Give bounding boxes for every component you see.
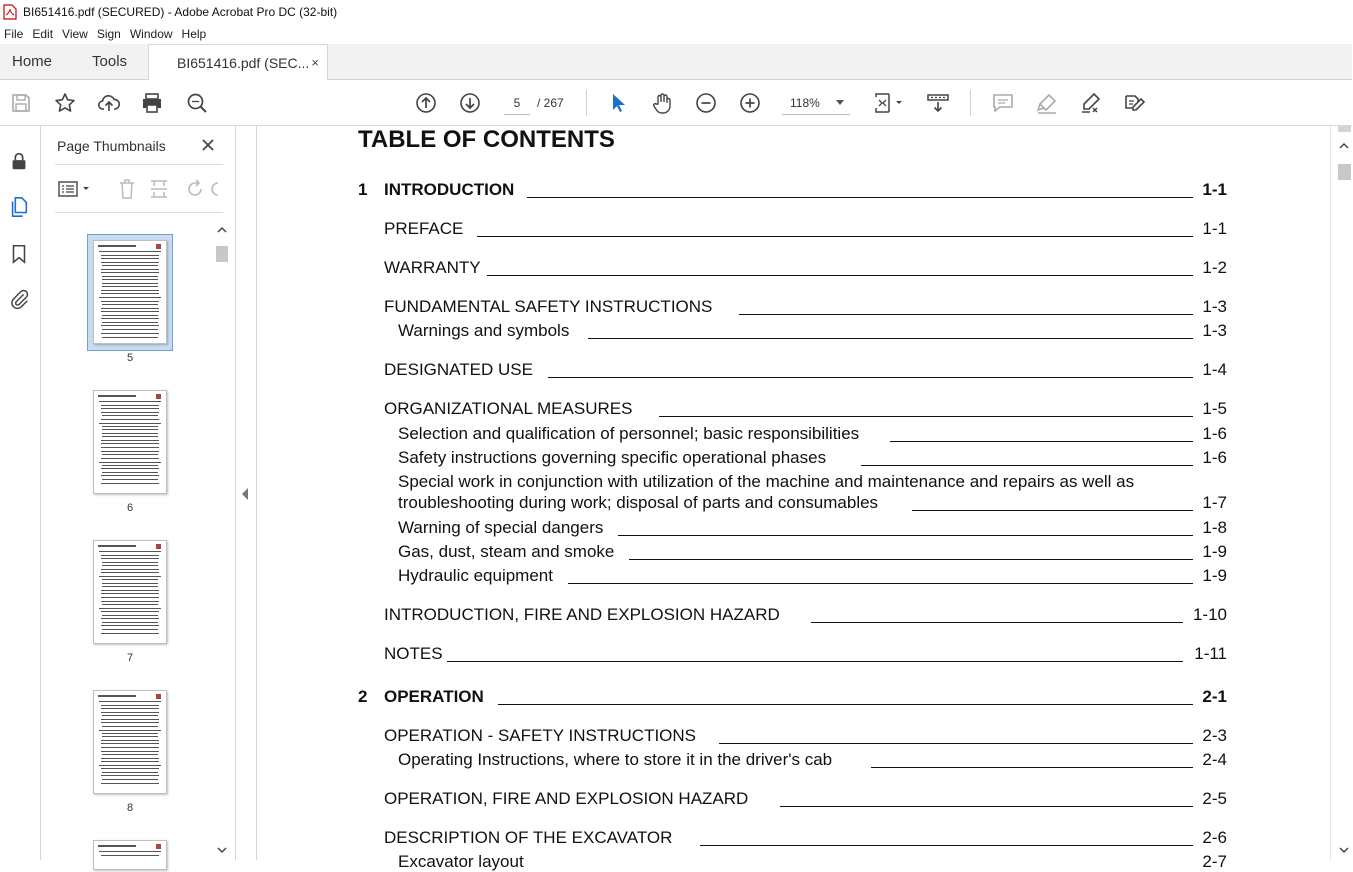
toc-entry[interactable]: Special work in conjunction with utilization of the machine and maintenance and repairs as well as xyxy=(398,472,1135,491)
toc-page: 1-3 xyxy=(1202,321,1227,340)
toc-entry[interactable]: WARRANTY xyxy=(384,258,481,277)
previous-page-icon[interactable] xyxy=(413,90,439,116)
toc-leader xyxy=(498,704,1193,705)
toc-entry[interactable]: DESCRIPTION OF THE EXCAVATOR xyxy=(384,828,673,847)
toc-leader xyxy=(739,314,1193,315)
thumbnail-scrollbar[interactable] xyxy=(214,220,230,860)
thumbnail-label-7: 7 xyxy=(126,652,134,664)
zoom-level-select[interactable] xyxy=(782,91,850,115)
toolbar xyxy=(0,80,1352,126)
toc-entry[interactable]: FUNDAMENTAL SAFETY INSTRUCTIONS xyxy=(384,297,713,316)
thumbnail-list xyxy=(41,220,216,860)
toc-leader xyxy=(871,767,1193,768)
bookmarks-icon[interactable] xyxy=(6,241,32,267)
zoom-level-value: 118% xyxy=(790,95,820,110)
menu-view[interactable]: View xyxy=(62,27,88,41)
window-title: BI651416.pdf (SECURED) - Adobe Acrobat Pro DC (32-bit) xyxy=(23,5,338,19)
toc-entry[interactable]: INTRODUCTION, FIRE AND EXPLOSION HAZARD xyxy=(384,605,780,624)
search-icon[interactable] xyxy=(184,90,210,116)
panel-title: Page Thumbnails xyxy=(57,138,166,154)
toc-page: 2-4 xyxy=(1202,750,1227,769)
toc-leader xyxy=(477,236,1193,237)
bookmark-star-icon[interactable] xyxy=(52,90,78,116)
page-thumbnails-panel xyxy=(41,126,236,860)
toc-leader xyxy=(912,510,1193,511)
chevron-down-icon xyxy=(836,100,844,105)
toc-page: 2-3 xyxy=(1202,726,1227,745)
toc-page: 1-1 xyxy=(1202,219,1227,238)
tab-bar xyxy=(0,44,1352,80)
undo-icon[interactable] xyxy=(183,176,207,202)
select-cursor-icon[interactable] xyxy=(605,90,631,116)
toc-page: 2-7 xyxy=(1202,852,1227,871)
menu-file[interactable]: File xyxy=(4,27,24,41)
highlight-pen-icon[interactable] xyxy=(1034,90,1060,116)
upload-cloud-icon[interactable] xyxy=(96,90,122,116)
thumbnail-page-6[interactable] xyxy=(93,390,167,494)
toc-page: 1-11 xyxy=(1194,644,1227,663)
toc-leader xyxy=(588,338,1193,339)
toc-page: 1-1 xyxy=(1202,180,1227,199)
toc-entry[interactable]: PREFACE xyxy=(384,219,464,238)
zoom-in-icon[interactable] xyxy=(737,90,763,116)
tab-document-label: BI651416.pdf (SEC... xyxy=(177,55,310,71)
toc-entry[interactable]: Gas, dust, steam and smoke xyxy=(398,542,615,561)
panel-divider xyxy=(55,212,223,213)
close-tab-icon[interactable]: × xyxy=(311,55,319,70)
toc-entry[interactable]: Hydraulic equipment xyxy=(398,566,553,585)
delete-page-icon[interactable] xyxy=(115,176,139,202)
toc-chapter-number: 1 xyxy=(358,180,368,199)
title-bar xyxy=(0,0,1352,24)
toc-entry[interactable]: OPERATION - SAFETY INSTRUCTIONS xyxy=(384,726,697,745)
panel-divider xyxy=(55,164,223,165)
toc-entry[interactable]: NOTES xyxy=(384,644,443,663)
draw-sign-icon[interactable] xyxy=(1078,90,1104,116)
menu-bar xyxy=(0,24,1352,44)
thumbnail-page-5[interactable] xyxy=(93,240,167,344)
toolbar-divider xyxy=(970,90,971,116)
page-fit-icon[interactable] xyxy=(870,90,906,116)
toc-page: 2-1 xyxy=(1202,687,1227,706)
menu-edit[interactable]: Edit xyxy=(32,27,54,41)
toc-entry[interactable]: Operating Instructions, where to store it in the driver's cab xyxy=(398,750,833,769)
acrobat-icon xyxy=(3,4,17,20)
save-icon[interactable] xyxy=(8,90,34,116)
chevron-left-icon xyxy=(242,488,248,500)
toc-entry[interactable]: OPERATION, FIRE AND EXPLOSION HAZARD xyxy=(384,789,749,808)
thumbnail-label-8: 8 xyxy=(126,802,134,814)
scroll-mode-icon[interactable] xyxy=(925,90,951,116)
toc-entry[interactable]: Warning of special dangers xyxy=(398,518,604,537)
thumbnail-page-9[interactable] xyxy=(93,840,167,870)
toc-page: 1-5 xyxy=(1202,399,1227,418)
tab-tools[interactable]: Tools xyxy=(92,52,128,70)
toc-page: 1-9 xyxy=(1202,542,1227,561)
document-view[interactable] xyxy=(256,126,1330,871)
toc-leader xyxy=(568,583,1193,584)
collapse-panel-handle[interactable] xyxy=(236,126,256,860)
fill-sign-icon[interactable] xyxy=(1122,90,1148,116)
left-navigation-rail xyxy=(0,126,41,860)
toc-entry[interactable]: INTRODUCTION xyxy=(384,180,515,199)
toc-page: 1-7 xyxy=(1202,493,1227,512)
tab-document[interactable] xyxy=(148,44,328,81)
toc-page: 1-8 xyxy=(1202,518,1227,537)
toc-entry[interactable]: DESIGNATED USE xyxy=(384,360,533,379)
tab-home[interactable]: Home xyxy=(12,52,53,70)
next-page-icon[interactable] xyxy=(457,90,483,116)
toc-entry[interactable]: Warnings and symbols xyxy=(398,321,570,340)
hand-tool-icon[interactable] xyxy=(649,90,675,116)
toc-page: 1-9 xyxy=(1202,566,1227,585)
toc-entry[interactable]: troubleshooting during work; disposal of parts and consumables xyxy=(398,493,879,512)
toc-leader xyxy=(890,441,1193,442)
toc-leader xyxy=(719,743,1193,744)
redo-icon[interactable] xyxy=(211,176,225,202)
toolbar-divider xyxy=(586,90,587,116)
toc-leader xyxy=(629,559,1193,560)
menu-help[interactable]: Help xyxy=(181,27,207,41)
page-number-input[interactable]: 5 xyxy=(504,91,530,115)
toc-leader xyxy=(487,275,1193,276)
toc-entry[interactable]: ORGANIZATIONAL MEASURES xyxy=(384,399,633,418)
document-scrollbar[interactable] xyxy=(1330,126,1352,860)
toc-leader xyxy=(861,465,1193,466)
toc-leader xyxy=(447,661,1183,662)
menu-window[interactable]: Window xyxy=(129,27,173,41)
menu-sign[interactable]: Sign xyxy=(96,27,121,41)
close-panel-icon[interactable] xyxy=(199,136,217,154)
toc-page: 1-2 xyxy=(1202,258,1227,277)
thumbnail-options-icon[interactable] xyxy=(55,176,95,202)
toc-leader xyxy=(811,622,1183,623)
print-icon[interactable] xyxy=(139,90,165,116)
thumbnail-label-6: 6 xyxy=(126,502,134,514)
lock-icon[interactable] xyxy=(6,148,32,174)
toc-leader xyxy=(527,197,1193,198)
zoom-out-icon[interactable] xyxy=(693,90,719,116)
toc-leader xyxy=(548,377,1193,378)
toc-page: 1-6 xyxy=(1202,448,1227,467)
toc-leader xyxy=(618,535,1193,536)
toc-entry[interactable]: Excavator layout xyxy=(398,852,524,871)
toc-page: 1-4 xyxy=(1202,360,1227,379)
insert-page-icon[interactable] xyxy=(147,176,171,202)
toc-page: 2-5 xyxy=(1202,789,1227,808)
toc-chapter-number: 2 xyxy=(358,687,368,706)
toc-heading: TABLE OF CONTENTS xyxy=(358,126,615,153)
toc-leader xyxy=(700,845,1193,846)
toc-leader xyxy=(780,806,1193,807)
toc-page: 2-6 xyxy=(1202,828,1227,847)
attachments-icon[interactable] xyxy=(6,286,32,312)
toc-page: 1-6 xyxy=(1202,424,1227,443)
page-thumbnails-icon[interactable] xyxy=(6,194,32,220)
toc-entry[interactable]: OPERATION xyxy=(384,687,484,706)
scrollbar-track[interactable] xyxy=(1330,126,1352,860)
toc-entry[interactable]: Safety instructions governing specific operational phases xyxy=(398,448,827,467)
scrollbar-thumb[interactable] xyxy=(1338,164,1351,180)
page-total: / 267 xyxy=(537,96,564,110)
thumbnail-label-5: 5 xyxy=(126,352,134,364)
comment-icon[interactable] xyxy=(990,90,1016,116)
toc-page: 1-3 xyxy=(1202,297,1227,316)
toc-leader xyxy=(659,416,1193,417)
thumbnail-page-8[interactable] xyxy=(93,690,167,794)
toc-entry[interactable]: Selection and qualification of personnel; basic responsibilities xyxy=(398,424,860,443)
toc-page: 1-10 xyxy=(1192,605,1227,624)
thumbnail-page-7[interactable] xyxy=(93,540,167,644)
